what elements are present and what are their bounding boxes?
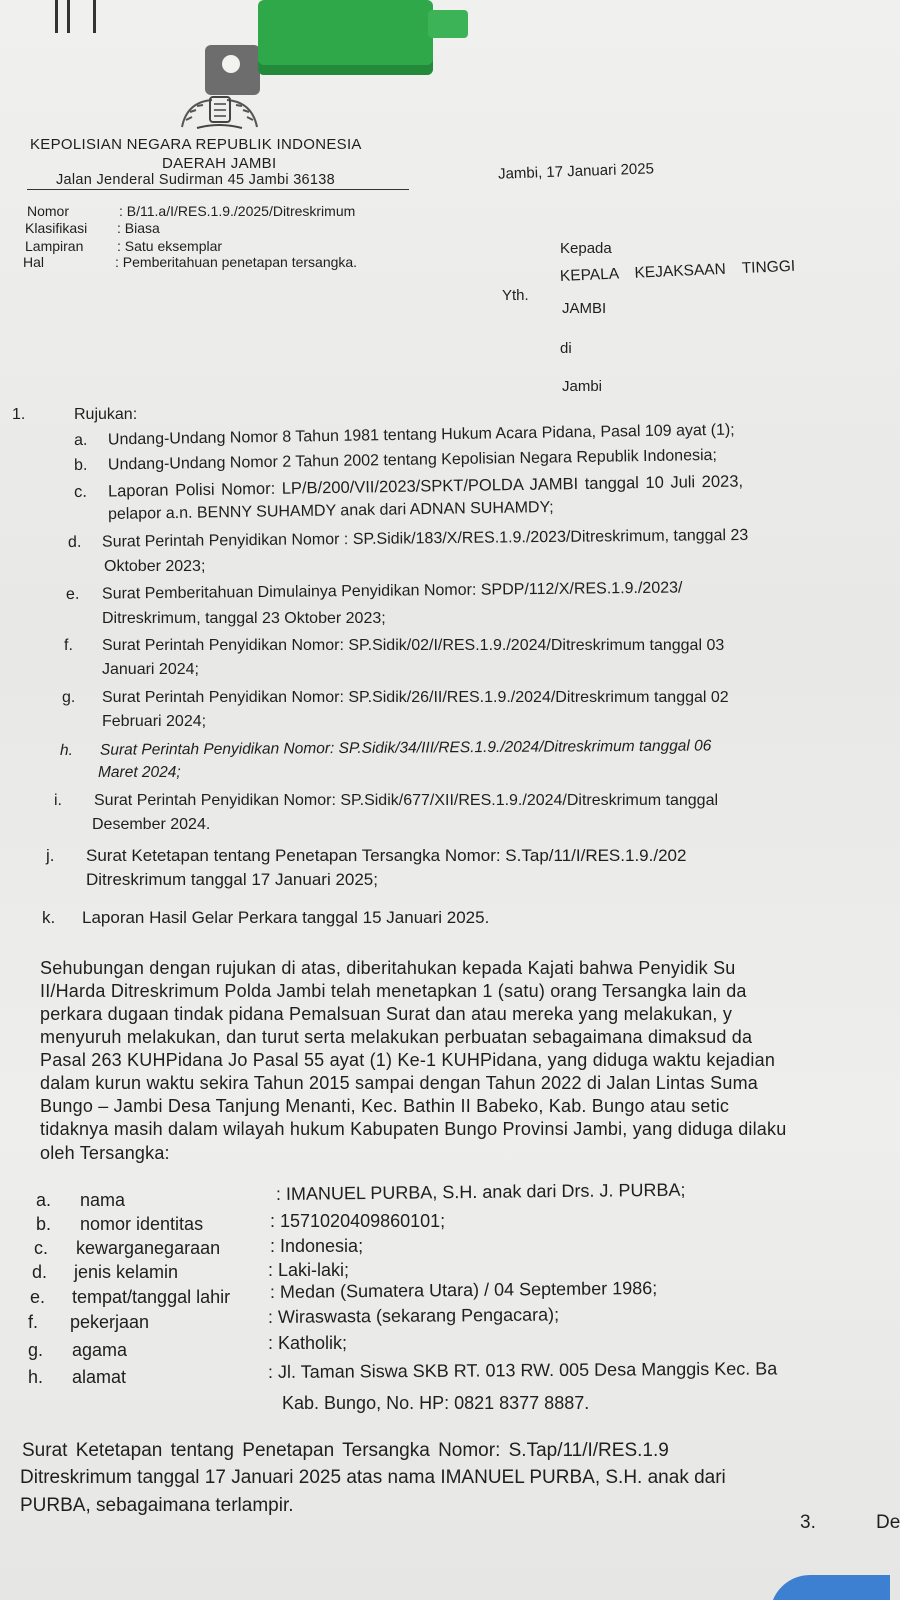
suspect-address-cont: Kab. Bungo, No. HP: 0821 8377 8887. (282, 1393, 590, 1413)
recipient-di: di (560, 340, 572, 357)
section-1-number: 1. (12, 406, 26, 423)
rujukan-item-c-cont: pelapor a.n. BENNY SUHAMDY anak dari ADNAN SUHAMDY; (107, 499, 554, 523)
recipient-name: KEPALA KEJAKSAAN TINGGI (559, 257, 796, 285)
rujukan-item-h-cont: Maret 2024; (98, 764, 181, 781)
rujukan-item-f-cont: Januari 2024; (102, 661, 199, 678)
suspect-name-value: : IMANUEL PURBA, S.H. anak dari Drs. J. PURBA; (275, 1179, 686, 1204)
rujukan-item-b: b. Undang-Undang Nomor 2 Tahun 2002 tentang Kepolisian Negara Republik Indonesia; (73, 446, 718, 474)
header-address: Jalan Jenderal Sudirman 45 Jambi 36138 (56, 172, 336, 188)
paragraph-line: perkara dugaan tindak pidana Pemalsuan Surat dan atau mereka yang melakukan, y (40, 1004, 733, 1024)
rujukan-item-i: i. Surat Perintah Penyidikan Nomor: SP.Sidik/677/XII/RES.1.9./2024/Ditreskrimum tanggal (54, 792, 719, 809)
header-underline (27, 189, 409, 190)
recipient-city: Jambi (562, 378, 603, 395)
closing-line: Ditreskrimum tanggal 17 Januari 2025 atas nama IMANUEL PURBA, S.H. anak dari (20, 1467, 726, 1488)
rujukan-item-g: g. Surat Perintah Penyidikan Nomor: SP.Sidik/26/II/RES.1.9./2024/Ditreskrimum tanggal 02 (62, 689, 729, 706)
closing-line: Surat Ketetapan tentang Penetapan Tersangka Nomor: S.Tap/11/I/RES.1.9 (22, 1440, 669, 1461)
rujukan-item-d-cont: Oktober 2023; (104, 558, 206, 575)
letter-date: Jambi, 17 Januari 2025 (497, 160, 655, 183)
paragraph-line: Pasal 263 KUHPidana Jo Pasal 55 ayat (1) Ke-1 KUHPidana, yang diduga waktu kejadian (40, 1050, 776, 1070)
meta-klasifikasi: Klasifikasi : Biasa (25, 220, 160, 236)
rujukan-item-c: c. Laporan Polisi Nomor: LP/B/200/VII/2023/SPKT/POLDA JAMBI tanggal 10 Juli 2023, (73, 472, 744, 501)
recipient-kepada: Kepada (560, 240, 612, 257)
paragraph-line: menyuruh melakukan, dan turut serta melakukan perbuatan sebagaimana dimaksud da (40, 1027, 753, 1047)
suspect-birth-value: : Medan (Sumatera Utara) / 04 September 1986; (269, 1277, 658, 1302)
stamp-corner (770, 1575, 890, 1600)
suspect-id-label: b. nomor identitas (36, 1214, 204, 1234)
police-emblem-icon (172, 92, 267, 132)
section-3-text: De (876, 1512, 900, 1533)
suspect-birth-label: e. tempat/tanggal lahir (30, 1287, 231, 1307)
rujukan-item-d: d. Surat Perintah Penyidikan Nomor : SP.Sidik/183/X/RES.1.9./2023/Ditreskrimum, tanggal 23 (67, 526, 749, 551)
rujukan-item-j-cont: Ditreskrimum tanggal 17 Januari 2025; (86, 870, 378, 889)
suspect-name-label: a. nama (36, 1190, 126, 1210)
recipient-name-cont: JAMBI (562, 300, 607, 317)
suspect-gender-value: : Laki-laki; (268, 1260, 350, 1280)
rujukan-item-h: h. Surat Perintah Penyidikan Nomor: SP.Sidik/34/III/RES.1.9./2024/Ditreskrimum tanggal 06 (59, 737, 712, 759)
header-institution: KEPOLISIAN NEGARA REPUBLIK INDONESIA (30, 136, 362, 153)
suspect-address-value: : Jl. Taman Siswa SKB RT. 013 RW. 005 Desa Manggis Kec. Ba (267, 1358, 778, 1382)
rujukan-item-f: f. Surat Perintah Penyidikan Nomor: SP.Sidik/02/I/RES.1.9./2024/Ditreskrimum tanggal 03 (64, 637, 725, 654)
suspect-gender-label: d. jenis kelamin (32, 1262, 179, 1282)
rujukan-item-e: e. Surat Pemberitahuan Dimulainya Penyidikan Nomor: SPDP/112/X/RES.1.9./2023/ (65, 579, 683, 603)
meta-nomor: Nomor : B/11.a/I/RES.1.9./2025/Ditreskrimum (27, 203, 356, 219)
section-1-title: Rujukan: (74, 406, 138, 423)
section-3-number: 3. (800, 1512, 816, 1533)
paragraph-line: II/Harda Ditreskrimum Polda Jambi telah menetapkan 1 (satu) orang Tersangka lain da (40, 981, 747, 1001)
paragraph-line: Bungo – Jambi Desa Tanjung Menanti, Kec. Bathin II Babeko, Kab. Bungo atau setic (40, 1096, 730, 1116)
header-region: DAERAH JAMBI (162, 155, 277, 172)
recipient-yth: Yth. (502, 287, 529, 304)
suspect-nationality-label: c. kewarganegaraan (34, 1238, 221, 1258)
paragraph-line: tidaknya masih dalam wilayah hukum Kabupaten Bungo Provinsi Jambi, yang diduga dilaku (40, 1119, 787, 1139)
rujukan-item-g-cont: Februari 2024; (102, 713, 207, 730)
rujukan-item-e-cont: Ditreskrimum, tanggal 23 Oktober 2023; (102, 610, 386, 627)
paragraph-line: oleh Tersangka: (40, 1143, 170, 1163)
binder-marks (55, 0, 95, 35)
meta-lampiran: Lampiran : Satu eksemplar (25, 238, 223, 254)
rujukan-item-a: a. Undang-Undang Nomor 8 Tahun 1981 tentang Hukum Acara Pidana, Pasal 109 ayat (1); (73, 421, 735, 449)
binder-clip (170, 0, 480, 95)
suspect-religion-value: : Katholik; (268, 1333, 348, 1353)
suspect-nationality-value: : Indonesia; (270, 1236, 364, 1256)
paragraph-line: Sehubungan dengan rujukan di atas, diberitahukan kepada Kajati bahwa Penyidik Su (40, 958, 736, 978)
rujukan-item-i-cont: Desember 2024. (92, 816, 211, 833)
suspect-religion-label: g. agama (28, 1340, 128, 1360)
suspect-address-label: h. alamat (28, 1367, 127, 1387)
rujukan-item-k: k. Laporan Hasil Gelar Perkara tanggal 15 Januari 2025. (42, 908, 490, 927)
rujukan-item-j: j. Surat Ketetapan tentang Penetapan Tersangka Nomor: S.Tap/11/I/RES.1.9./202 (46, 846, 687, 865)
suspect-occupation-label: f. pekerjaan (28, 1312, 150, 1332)
meta-hal: Hal : Pemberitahuan penetapan tersangka. (23, 254, 358, 270)
suspect-id-value: : 1571020409860101; (270, 1211, 446, 1231)
closing-line: PURBA, sebagaimana terlampir. (20, 1495, 294, 1516)
paragraph-line: dalam kurun waktu sekira Tahun 2015 sampai dengan Tahun 2022 di Jalan Lintas Suma (40, 1073, 759, 1093)
suspect-occupation-value: : Wiraswasta (sekarang Pengacara); (267, 1304, 560, 1327)
